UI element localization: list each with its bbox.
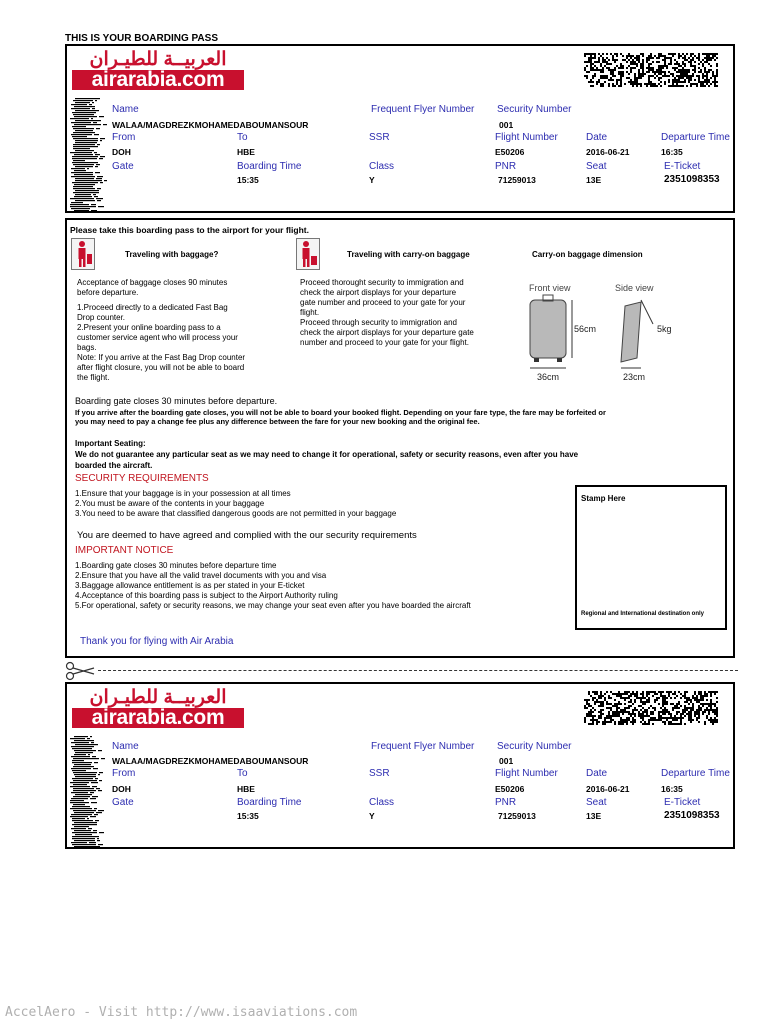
label-boarding-time: Boarding Time [237,161,302,172]
stamp-note: Regional and International destination only [581,611,705,617]
footer-watermark: AccelAero - Visit http://www.isaaviations.com [5,1005,358,1020]
list-item: 2.Ensure that you have all the valid travel documents with you and visa [75,571,327,580]
value-name: WALAA/MAGDREZKMOHAMEDABOUMANSOUR [112,756,309,766]
label-boarding-time: Boarding Time [237,797,302,808]
value-class: Y [369,811,375,821]
carry-on-icon [296,238,320,270]
security-list [75,489,396,519]
list-item: 1.Ensure that your baggage is in your possession at all times [75,489,291,498]
value-date: 2016-06-21 [586,147,630,157]
value-from: DOH [112,784,131,794]
barcode-2d [584,53,718,87]
baggage-heading: Traveling with baggage? [125,250,219,259]
value-name: WALAA/MAGDREZKMOHAMEDABOUMANSOUR [112,120,309,130]
info-title: Please take this boarding pass to the airport for your flight. [70,225,309,235]
value-departure-time: 16:35 [661,147,683,157]
label-flight-number: Flight Number [495,132,558,143]
baggage-text: Acceptance of baggage closes 90 minutes before departure. 1.Proceed directly to a dedicated Fast Bag Drop counter. 2.Present your online boarding pass to a customer service agent who will process your bags. Note: If you arrive at the Fast Bag Drop counter after flight closure, you will not be able to board the flight. [77,278,246,382]
carry-on-heading: Traveling with carry-on baggage [347,250,470,259]
value-class: Y [369,175,375,185]
late-warning-line1: If you arrive after the boarding gate closes, you will not be able to board your booked flight. Depending on your fare type, the fare may be forfeited or [75,408,606,417]
value-pnr: 71259013 [498,811,536,821]
security-heading: SECURITY REQUIREMENTS [75,473,209,484]
value-pnr: 71259013 [498,175,536,185]
label-date: Date [586,132,608,143]
luggage-dimension-diagram [517,278,727,388]
boarding-pass-bottom [65,682,735,849]
label-date: Date [586,768,608,779]
value-eticket: 2351098353 [664,174,720,185]
value-eticket: 2351098353 [664,810,720,821]
boarding-info-panel [65,218,735,658]
label-eticket: E-Ticket [664,797,701,808]
label-eticket: E-Ticket [664,161,701,172]
seating-heading: Important Seating: [75,439,146,448]
label-gate: Gate [112,161,134,172]
page-heading: THIS IS YOUR BOARDING PASS [65,33,218,44]
carry-on-text: Proceed thorought security to immigration and check the airport displays for your departure gate number and proceed to your gate for your flight. Proceed through security to immigration and check the airport displays for your departure gate number and proceed to your gate for your flight. [300,278,474,347]
list-item: 3.Baggage allowance entitlement is as per stated in your E-ticket [75,581,305,590]
value-date: 2016-06-21 [586,784,630,794]
label-departure-time: Departure Time [661,132,730,143]
label-frequent-flyer: Frequent Flyer Number [371,104,475,115]
barcode-vertical [70,98,107,211]
notice-list [75,561,471,611]
label-class: Class [369,797,395,808]
label-flight-number: Flight Number [495,768,558,779]
notice-heading: IMPORTANT NOTICE [75,545,174,556]
thank-you-note: Thank you for flying with Air Arabia [80,636,234,647]
value-boarding-time: 15:35 [237,175,259,185]
air-arabia-logo: العربيــة للطيـران airarabia.com [72,50,244,90]
label-security-number: Security Number [497,741,572,752]
label-to: To [237,768,248,779]
value-to: HBE [237,784,255,794]
side-suitcase [621,300,653,368]
front-suitcase [530,295,572,368]
stamp-box [575,485,727,630]
value-from: DOH [112,147,131,157]
value-seat: 13E [586,811,602,821]
label-from: From [112,132,136,143]
seating-text-line2: boarded the aircraft. [75,461,153,470]
label-to: To [237,132,248,143]
value-flight-number: E50206 [495,784,525,794]
list-item: 4.Acceptance of this boarding pass is subject to the Airport Authority ruling [75,591,338,600]
late-warning-line2: you may need to pay a change fee plus any difference between the fare for your new booking and the original fee. [75,417,480,426]
label-class: Class [369,161,395,172]
width-label: 36cm [537,372,560,382]
value-flight-number: E50206 [495,147,525,157]
list-item: 3.You need to be aware that classified dangerous goods are not permitted in your baggage [75,509,397,518]
label-pnr: PNR [495,161,517,172]
label-gate: Gate [112,797,134,808]
value-security-number: 001 [499,756,514,766]
dimension-heading: Carry-on baggage dimension [532,250,643,259]
list-item: 5.For operational, safety or security reasons, we may change your seat even after you have boarded the aircraft [75,601,471,610]
label-pnr: PNR [495,797,517,808]
height-label: 56cm [574,324,597,334]
label-from: From [112,768,136,779]
baggage-icon [71,238,95,270]
label-seat: Seat [586,797,607,808]
stamp-label: Stamp Here [581,494,626,503]
seating-text-line1: We do not guarantee any particular seat as we may need to change it for operational, safety or security reasons, even after you have [75,450,579,459]
gate-close-notice: Boarding gate closes 30 minutes before departure. [75,396,278,406]
list-item: 2.You must be aware of the contents in your baggage [75,499,265,508]
weight-label: 5kg [657,324,672,334]
barcode-vertical [70,736,107,849]
value-to: HBE [237,147,255,157]
cut-line [98,670,738,671]
label-ssr: SSR [369,132,390,143]
list-item: 1.Boarding gate closes 30 minutes before departure time [75,561,277,570]
label-ssr: SSR [369,768,390,779]
boarding-pass-top [65,44,735,213]
barcode-2d [584,691,718,725]
label-security-number: Security Number [497,104,572,115]
air-arabia-logo: العربيــة للطيـران airarabia.com [72,688,244,728]
value-seat: 13E [586,175,602,185]
depth-label: 23cm [623,372,646,382]
front-view-label: Front view [529,283,571,293]
label-departure-time: Departure Time [661,768,730,779]
label-name: Name [112,104,139,115]
label-name: Name [112,741,139,752]
scissors-icon [64,661,96,681]
value-boarding-time: 15:35 [237,811,259,821]
label-seat: Seat [586,161,607,172]
label-frequent-flyer: Frequent Flyer Number [371,741,475,752]
side-view-label: Side view [615,283,654,293]
value-departure-time: 16:35 [661,784,683,794]
agreed-statement: You are deemed to have agreed and complied with the our security requirements [77,530,417,541]
value-security-number: 001 [499,120,514,130]
